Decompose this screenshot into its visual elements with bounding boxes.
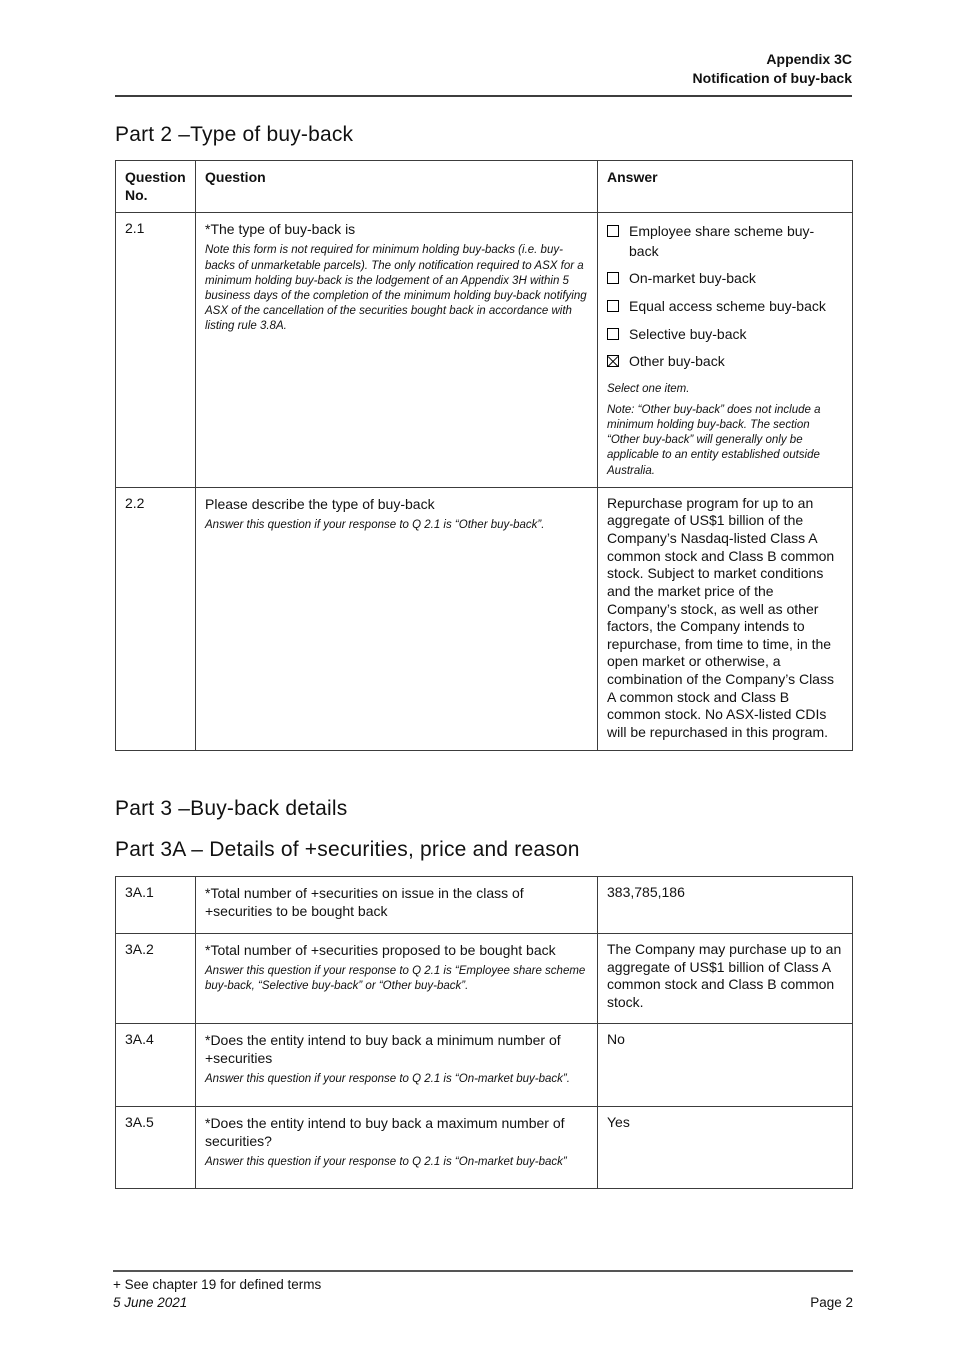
answer-text-3a-4: No	[607, 1030, 625, 1047]
table-row-3a-1	[116, 876, 853, 933]
footer-date: 5 June 2021	[113, 1295, 188, 1311]
answer-note-2-1: Note: “Other buy-back” does not include a minimum holding buy-back. The section “Other buy-back” will generally only be applicable to an entity established outside Australia.	[607, 403, 821, 477]
option-on-market	[607, 269, 843, 289]
column-header-answer: Answer	[598, 160, 853, 212]
checkbox-employee-share-scheme[interactable]	[607, 225, 619, 237]
question-text-3a-4: *Does the entity intend to buy back a minimum number of +securities	[205, 1031, 561, 1067]
question-number-3a-2: 3A.2	[116, 933, 196, 1023]
answer-text-3a-2: The Company may purchase up to an aggregate of US$1 billion of Class A common stock and Class B common stock.	[607, 940, 842, 1010]
answer-text-3a-1: 383,785,186	[607, 883, 685, 900]
footer-page-number: Page 2	[810, 1295, 853, 1311]
question-note-3a-2: Answer this question if your response to Q 2.1 is “Employee share scheme buy-back, “Selective buy-back” or “Other buy-back”.	[205, 965, 586, 993]
option-equal-access-scheme	[607, 297, 843, 317]
question-number-3a-4: 3A.4	[116, 1023, 196, 1106]
option-selective	[607, 325, 843, 345]
question-number-3a-5: 3A.5	[116, 1106, 196, 1188]
part2-table-header-row	[116, 160, 853, 212]
header-divider	[115, 95, 852, 97]
header-form-title: Notification of buy-back	[692, 69, 852, 86]
table-row-3a-5	[116, 1106, 853, 1188]
option-label: Employee share scheme buy-back	[629, 223, 815, 259]
question-note-3a-4: Answer this question if your response to Q 2.1 is “On-market buy-back”.	[205, 1073, 570, 1086]
option-label: On-market buy-back	[629, 270, 756, 287]
part3a-title: Part 3A – Details of +securities, price and reason	[115, 837, 580, 861]
checkbox-on-market[interactable]	[607, 272, 619, 284]
option-label: Equal access scheme buy-back	[629, 297, 826, 314]
column-header-question: Question	[196, 160, 598, 212]
answer-text-3a-5: Yes	[607, 1113, 630, 1130]
part2-title: Part 2 –Type of buy-back	[115, 122, 354, 146]
checkbox-equal-access-scheme[interactable]	[607, 300, 619, 312]
question-number-3a-1: 3A.1	[116, 876, 196, 933]
question-text-2-2: Please describe the type of buy-back	[205, 495, 435, 512]
question-note-2-1: Note this form is not required for minimum holding buy-backs (i.e. buy-backs of unmarketable parcels). The only notification required to ASX for a minimum holding buy-back is the lodgement of an Appendix 3H within 5 business days of the completion of the minimum holding buy-back notifying ASX of the cancellation of the securities bought back in accordance with listing rule 3.8A.	[205, 244, 587, 333]
table-row-3a-2	[116, 933, 853, 1023]
answer-text-2-2: Repurchase program for up to an aggregate of US$1 billion of the Company’s Nasdaq-listed Class A common stock and Class B common stock. Subject to market conditions and the market price of the Company’s stock, as well as other factors, the Company intends to repurchase, from time to time, in the open market or otherwise, a combination of the Company’s Class A common stock and Class B common stock. No ASX-listed CDIs will be repurchased in this program.	[607, 494, 835, 740]
page-footer	[113, 1270, 853, 1312]
option-label: Other buy-back	[629, 353, 725, 370]
header-appendix-label: Appendix 3C	[766, 51, 852, 67]
checkbox-other[interactable]	[607, 355, 619, 367]
question-text-3a-1: *Total number of +securities on issue in the class of +securities to be bought back	[205, 884, 524, 919]
table-row-2-2	[116, 487, 853, 750]
question-text-3a-5: *Does the entity intend to buy back a maximum number of securities?	[205, 1114, 565, 1150]
part3-title: Part 3 –Buy-back details	[115, 796, 348, 820]
option-employee-share-scheme	[607, 222, 843, 261]
option-other	[607, 352, 843, 372]
select-one-item-hint: Select one item.	[607, 382, 690, 395]
table-row-3a-4	[116, 1023, 853, 1106]
question-number-2-1: 2.1	[116, 213, 196, 488]
table-row-2-1	[116, 213, 853, 488]
buyback-type-options	[607, 222, 843, 372]
question-note-2-2: Answer this question if your response to Q 2.1 is “Other buy-back”.	[205, 518, 545, 531]
question-number-2-2: 2.2	[116, 487, 196, 750]
column-header-question-no: Question No.	[116, 160, 196, 212]
question-text-2-1: *The type of buy-back is	[205, 221, 356, 238]
part3a-table	[115, 876, 853, 1189]
question-note-3a-5: Answer this question if your response to Q 2.1 is “On-market buy-back”	[205, 1156, 567, 1169]
option-label: Selective buy-back	[629, 325, 747, 342]
footer-defined-terms: + See chapter 19 for defined terms	[113, 1277, 322, 1292]
part2-table	[115, 160, 853, 751]
document-header	[115, 50, 852, 88]
question-text-3a-2: *Total number of +securities proposed to be bought back	[205, 941, 556, 958]
checkbox-selective[interactable]	[607, 328, 619, 340]
